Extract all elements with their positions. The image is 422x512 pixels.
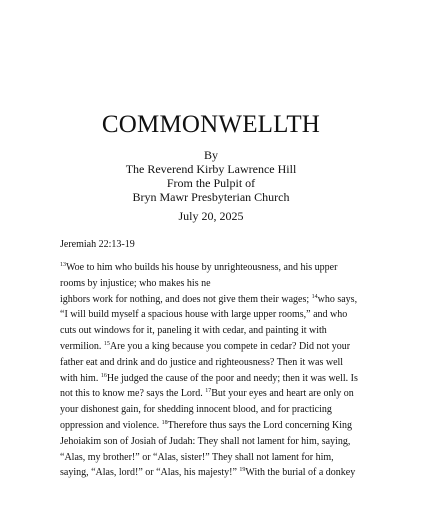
verse-text: With the burial of a donkey	[245, 467, 356, 479]
verse-text: your dishonest gain, for shedding innocent blood, and for practicing	[60, 404, 332, 416]
verse-number: 17	[205, 388, 212, 395]
verse-text: Jehoiakim son of Josiah of Judah: They shall not lament for him, saying,	[60, 435, 351, 447]
passage-line	[60, 355, 380, 371]
passage-line	[60, 450, 380, 466]
verse-text: He judged the cause of the poor and needy; then it was well. Is	[106, 372, 358, 384]
passage-line	[60, 307, 380, 323]
byline-by: By	[203, 148, 218, 162]
scripture-passage	[60, 260, 380, 481]
verse-number: 16	[100, 372, 107, 379]
verse-number: 14	[311, 293, 318, 300]
verse-text: saying, “Alas, lord!” or “Alas, his majesty!”	[60, 467, 240, 479]
verse-text: Woe to him who builds his house by unrighteousness, and his upper	[66, 262, 338, 273]
byline-author: The Reverend Kirby Lawrence Hill	[125, 162, 297, 176]
verse-text: Therefore thus says the Lord concerning King	[167, 419, 353, 431]
passage-line	[60, 434, 380, 450]
passage-line	[60, 386, 380, 402]
byline-from: From the Pulpit of	[166, 176, 256, 190]
sermon-date: July 20, 2025	[178, 209, 244, 223]
verse-text: Are you a king because you compete in cedar? Did not your	[109, 340, 351, 352]
passage-line	[60, 339, 380, 355]
passage-line	[60, 418, 380, 434]
passage-line	[60, 371, 380, 387]
verse-text: vermilion.	[60, 340, 104, 352]
verse-text: oppression and violence.	[60, 419, 162, 431]
sermon-title: COMMONWELLTH	[101, 111, 321, 138]
verse-number: 15	[103, 340, 110, 347]
verse-text: rooms by injustice; who makes his ne	[60, 277, 211, 289]
verse-number: 19	[239, 467, 246, 474]
verse-text: not this to know me? says the Lord.	[60, 388, 206, 400]
passage-line	[60, 292, 380, 308]
passage-line	[60, 276, 380, 292]
verse-text: But your eyes and heart are only on	[211, 388, 354, 400]
verse-number: 18	[161, 419, 168, 426]
byline-church: Bryn Mawr Presbyterian Church	[132, 190, 290, 204]
verse-text: who says,	[317, 293, 358, 305]
passage-line	[60, 465, 380, 481]
byline	[0, 148, 422, 204]
passage-line	[60, 402, 380, 418]
verse-text: “I will build myself a spacious house with large upper rooms,” and who	[60, 309, 348, 321]
verse-text: cuts out windows for it, paneling it with cedar, and painting it with	[60, 325, 327, 337]
passage-line	[60, 323, 380, 339]
verse-number: 13	[60, 262, 66, 268]
verse-text: ighbors work for nothing, and does not give them their wages;	[60, 293, 312, 305]
scripture-reference: Jeremiah 22:13-19	[60, 239, 135, 250]
passage-line	[60, 260, 380, 276]
verse-text: “Alas, my brother!” or “Alas, sister!” They shall not lament for him,	[60, 451, 334, 463]
verse-text: father eat and drink and do justice and righteousness? Then it was well	[60, 356, 344, 368]
verse-text: with him.	[60, 372, 101, 384]
